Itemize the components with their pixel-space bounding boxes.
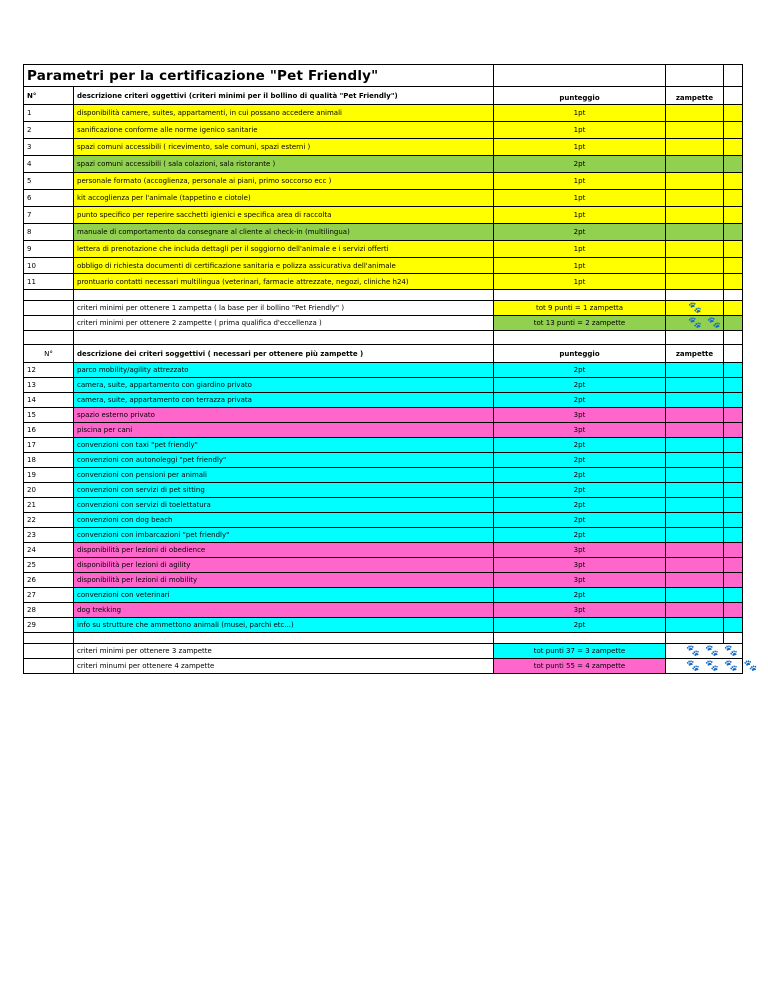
table-row bbox=[23, 543, 743, 558]
number-header: N° bbox=[23, 345, 73, 362]
row-score: 1pt bbox=[493, 122, 665, 138]
row-extra bbox=[723, 224, 743, 240]
empty-cell bbox=[23, 301, 73, 315]
row-score: 2pt bbox=[493, 453, 665, 467]
row-number: 15 bbox=[23, 408, 73, 422]
row-extra bbox=[723, 173, 743, 189]
row-number: 3 bbox=[23, 139, 73, 155]
row-score: 3pt bbox=[493, 423, 665, 437]
row-score: 3pt bbox=[493, 603, 665, 617]
row-description: convenzioni con servizi di pet sitting bbox=[73, 483, 493, 497]
row-paws bbox=[665, 513, 723, 527]
row-description: obbligo di richiesta documenti di certificazione sanitaria e polizza assicurativa dell'animale bbox=[73, 258, 493, 273]
description-header: descrizione dei criteri soggettivi ( necessari per ottenere più zampette ) bbox=[73, 345, 493, 362]
row-score: 2pt bbox=[493, 528, 665, 542]
table-row bbox=[23, 618, 743, 633]
sheet-title: Parametri per la certificazione "Pet Friendly" bbox=[23, 65, 493, 86]
row-number: 12 bbox=[23, 363, 73, 377]
row-extra bbox=[723, 468, 743, 482]
row-number: 11 bbox=[23, 274, 73, 289]
row-extra bbox=[723, 513, 743, 527]
paw-print-icon: 🐾 🐾 🐾 bbox=[665, 644, 743, 658]
row-paws bbox=[665, 156, 723, 172]
paw-print-icon: 🐾 🐾 🐾 🐾 bbox=[665, 659, 743, 673]
row-number: 27 bbox=[23, 588, 73, 602]
row-extra bbox=[723, 603, 743, 617]
row-paws bbox=[665, 453, 723, 467]
spacer-row bbox=[23, 331, 743, 345]
row-extra bbox=[723, 258, 743, 273]
title-row bbox=[23, 64, 743, 87]
row-description: manuale di comportamento da consegnare al cliente al check-in (multilingua) bbox=[73, 224, 493, 240]
empty-cell bbox=[723, 345, 743, 362]
row-description: parco mobility/agility attrezzato bbox=[73, 363, 493, 377]
row-paws bbox=[665, 378, 723, 392]
empty-cell bbox=[493, 65, 665, 86]
row-description: dog trekking bbox=[73, 603, 493, 617]
row-extra bbox=[723, 483, 743, 497]
row-description: lettera di prenotazione che includa dettagli per il soggiorno dell'animale e i servizi offerti bbox=[73, 241, 493, 257]
row-number: 6 bbox=[23, 190, 73, 206]
row-extra bbox=[723, 122, 743, 138]
row-number: 8 bbox=[23, 224, 73, 240]
table-row bbox=[23, 173, 743, 190]
table-row bbox=[23, 468, 743, 483]
row-score: 2pt bbox=[493, 438, 665, 452]
row-description: convenzioni con imbarcazioni "pet friendly" bbox=[73, 528, 493, 542]
row-number: 10 bbox=[23, 258, 73, 273]
row-paws bbox=[665, 543, 723, 557]
row-extra bbox=[723, 438, 743, 452]
section1-rows bbox=[23, 105, 743, 290]
row-score: 1pt bbox=[493, 139, 665, 155]
empty-cell bbox=[723, 87, 743, 104]
row-number: 9 bbox=[23, 241, 73, 257]
table-row bbox=[23, 139, 743, 156]
row-score: 1pt bbox=[493, 173, 665, 189]
row-number: 28 bbox=[23, 603, 73, 617]
row-score: 1pt bbox=[493, 105, 665, 121]
row-description: info su strutture che ammettono animali (musei, parchi etc...) bbox=[73, 618, 493, 632]
row-paws bbox=[665, 573, 723, 587]
row-number: 16 bbox=[23, 423, 73, 437]
row-score: 3pt bbox=[493, 408, 665, 422]
row-score: 2pt bbox=[493, 498, 665, 512]
row-description: spazi comuni accessibili ( ricevimento, sale comuni, spazi esterni ) bbox=[73, 139, 493, 155]
table-row bbox=[23, 423, 743, 438]
min2-description: criteri minimi per ottenere 2 zampette ( prima qualifica d'eccellenza ) bbox=[73, 316, 493, 330]
empty-cell bbox=[23, 644, 73, 658]
row-extra bbox=[723, 105, 743, 121]
table-row bbox=[23, 207, 743, 224]
row-number: 1 bbox=[23, 105, 73, 121]
table-row bbox=[23, 393, 743, 408]
row-number: 5 bbox=[23, 173, 73, 189]
section2-header-row bbox=[23, 345, 743, 363]
row-description: convenzioni con servizi di toelettatura bbox=[73, 498, 493, 512]
row-paws bbox=[665, 408, 723, 422]
row-score: 3pt bbox=[493, 573, 665, 587]
row-extra bbox=[723, 207, 743, 223]
spreadsheet bbox=[23, 64, 759, 674]
paw-print-icon: 🐾 bbox=[665, 301, 723, 315]
row-paws bbox=[665, 274, 723, 289]
row-number: 19 bbox=[23, 468, 73, 482]
table-row bbox=[23, 378, 743, 393]
row-score: 1pt bbox=[493, 258, 665, 273]
empty-cell bbox=[23, 316, 73, 330]
min3-row bbox=[23, 644, 743, 659]
table-row bbox=[23, 224, 743, 241]
table-row bbox=[23, 105, 743, 122]
row-description: piscina per cani bbox=[73, 423, 493, 437]
row-description: prontuario contatti necessari multilingua (veterinari, farmacie attrezzate, negozi, cliniche h24) bbox=[73, 274, 493, 289]
row-score: 1pt bbox=[493, 241, 665, 257]
row-extra bbox=[723, 588, 743, 602]
row-paws bbox=[665, 438, 723, 452]
row-description: convenzioni con pensioni per animali bbox=[73, 468, 493, 482]
table-row bbox=[23, 190, 743, 207]
row-paws bbox=[665, 588, 723, 602]
row-paws bbox=[665, 618, 723, 632]
row-description: sanificazione conforme alle norme igenico sanitarie bbox=[73, 122, 493, 138]
row-description: spazi comuni accessibili ( sala colazioni, sala ristorante ) bbox=[73, 156, 493, 172]
row-extra bbox=[723, 393, 743, 407]
row-paws bbox=[665, 105, 723, 121]
row-description: personale formato (accoglienza, personale ai piani, primo soccorso ecc ) bbox=[73, 173, 493, 189]
empty-cell bbox=[665, 65, 723, 86]
row-score: 2pt bbox=[493, 618, 665, 632]
score-header: punteggio bbox=[493, 87, 665, 104]
row-number: 24 bbox=[23, 543, 73, 557]
number-header: N° bbox=[23, 87, 73, 104]
row-score: 2pt bbox=[493, 393, 665, 407]
row-description: convenzioni con dog beach bbox=[73, 513, 493, 527]
min4-total: tot punti 55 = 4 zampette bbox=[493, 659, 665, 673]
row-extra bbox=[723, 156, 743, 172]
min3-total: tot punti 37 = 3 zampette bbox=[493, 644, 665, 658]
row-score: 1pt bbox=[493, 207, 665, 223]
row-score: 2pt bbox=[493, 588, 665, 602]
row-paws bbox=[665, 224, 723, 240]
min1-total: tot 9 punti = 1 zampetta bbox=[493, 301, 665, 315]
table-row bbox=[23, 258, 743, 274]
empty-cell bbox=[723, 65, 743, 86]
paws-header: zampette bbox=[665, 87, 723, 104]
row-paws bbox=[665, 207, 723, 223]
row-extra bbox=[723, 543, 743, 557]
min1-row bbox=[23, 301, 743, 316]
row-number: 2 bbox=[23, 122, 73, 138]
row-extra bbox=[723, 498, 743, 512]
row-description: camera, suite, appartamento con giardino privato bbox=[73, 378, 493, 392]
row-score: 2pt bbox=[493, 483, 665, 497]
row-paws bbox=[665, 258, 723, 273]
row-extra bbox=[723, 241, 743, 257]
table-row bbox=[23, 438, 743, 453]
row-score: 2pt bbox=[493, 156, 665, 172]
row-paws bbox=[665, 393, 723, 407]
row-paws bbox=[665, 558, 723, 572]
row-score: 3pt bbox=[493, 558, 665, 572]
table-row bbox=[23, 588, 743, 603]
row-extra bbox=[723, 618, 743, 632]
row-description: convenzioni con veterinari bbox=[73, 588, 493, 602]
row-extra bbox=[723, 573, 743, 587]
row-paws bbox=[665, 173, 723, 189]
table-row bbox=[23, 274, 743, 290]
score-header: punteggio bbox=[493, 345, 665, 362]
row-extra bbox=[723, 408, 743, 422]
row-number: 20 bbox=[23, 483, 73, 497]
row-paws bbox=[665, 139, 723, 155]
min2-row bbox=[23, 316, 743, 331]
spacer-row bbox=[23, 290, 743, 301]
row-score: 2pt bbox=[493, 363, 665, 377]
empty-cell bbox=[723, 301, 743, 315]
row-number: 4 bbox=[23, 156, 73, 172]
table-row bbox=[23, 513, 743, 528]
row-extra bbox=[723, 453, 743, 467]
empty-cell bbox=[23, 659, 73, 673]
row-extra bbox=[723, 190, 743, 206]
row-description: disponibilità camere, suites, appartamenti, in cui possano accedere animali bbox=[73, 105, 493, 121]
row-description: kit accoglienza per l'animale (tappetino e ciotole) bbox=[73, 190, 493, 206]
row-score: 2pt bbox=[493, 378, 665, 392]
min3-description: criteri minimi per ottenere 3 zampette bbox=[73, 644, 493, 658]
row-score: 2pt bbox=[493, 468, 665, 482]
row-description: camera, suite, appartamento con terrazza privata bbox=[73, 393, 493, 407]
min1-description: criteri minimi per ottenere 1 zampetta ( la base per il bollino "Pet Friendly" ) bbox=[73, 301, 493, 315]
row-number: 26 bbox=[23, 573, 73, 587]
table-row bbox=[23, 453, 743, 468]
min2-total: tot 13 punti = 2 zampette bbox=[493, 316, 665, 330]
table-row bbox=[23, 483, 743, 498]
row-paws bbox=[665, 363, 723, 377]
row-number: 25 bbox=[23, 558, 73, 572]
table-row bbox=[23, 122, 743, 139]
row-number: 23 bbox=[23, 528, 73, 542]
section2-rows bbox=[23, 363, 743, 633]
row-description: convenzioni con autonoleggi "pet friendly" bbox=[73, 453, 493, 467]
paws-header: zampette bbox=[665, 345, 723, 362]
table-row bbox=[23, 573, 743, 588]
row-extra bbox=[723, 378, 743, 392]
row-number: 21 bbox=[23, 498, 73, 512]
row-extra bbox=[723, 139, 743, 155]
row-paws bbox=[665, 528, 723, 542]
table-row bbox=[23, 156, 743, 173]
table-row bbox=[23, 558, 743, 573]
row-description: convenzioni con taxi "pet friendly" bbox=[73, 438, 493, 452]
table-row bbox=[23, 408, 743, 423]
row-paws bbox=[665, 423, 723, 437]
row-extra bbox=[723, 423, 743, 437]
row-description: disponibilità per lezioni di obedience bbox=[73, 543, 493, 557]
row-extra bbox=[723, 558, 743, 572]
row-score: 2pt bbox=[493, 224, 665, 240]
row-number: 22 bbox=[23, 513, 73, 527]
row-extra bbox=[723, 528, 743, 542]
row-score: 1pt bbox=[493, 274, 665, 289]
row-paws bbox=[665, 122, 723, 138]
table-row bbox=[23, 603, 743, 618]
row-number: 18 bbox=[23, 453, 73, 467]
paw-print-icon: 🐾 🐾 bbox=[665, 316, 723, 330]
row-number: 14 bbox=[23, 393, 73, 407]
row-extra bbox=[723, 274, 743, 289]
row-score: 1pt bbox=[493, 190, 665, 206]
min4-description: criteri minumi per ottenere 4 zampette bbox=[73, 659, 493, 673]
empty-cell bbox=[723, 316, 743, 330]
table-row bbox=[23, 528, 743, 543]
row-paws bbox=[665, 468, 723, 482]
row-description: disponibilità per lezioni di mobility bbox=[73, 573, 493, 587]
section1-header-row bbox=[23, 87, 743, 105]
spacer-row bbox=[23, 633, 743, 644]
row-score: 3pt bbox=[493, 543, 665, 557]
table-row bbox=[23, 498, 743, 513]
row-description: punto specifico per reperire sacchetti igienici e specifica area di raccolta bbox=[73, 207, 493, 223]
row-number: 7 bbox=[23, 207, 73, 223]
description-header: descrizione criteri oggettivi (criteri minimi per il bollino di qualità "Pet Friendly") bbox=[73, 87, 493, 104]
row-paws bbox=[665, 483, 723, 497]
row-paws bbox=[665, 603, 723, 617]
row-number: 17 bbox=[23, 438, 73, 452]
row-paws bbox=[665, 498, 723, 512]
row-score: 2pt bbox=[493, 513, 665, 527]
row-paws bbox=[665, 241, 723, 257]
row-description: spazio esterno privato bbox=[73, 408, 493, 422]
min4-row bbox=[23, 659, 759, 674]
table-row bbox=[23, 363, 743, 378]
row-extra bbox=[723, 363, 743, 377]
row-number: 13 bbox=[23, 378, 73, 392]
row-number: 29 bbox=[23, 618, 73, 632]
row-paws bbox=[665, 190, 723, 206]
row-description: disponibilità per lezioni di agility bbox=[73, 558, 493, 572]
table-row bbox=[23, 241, 743, 258]
